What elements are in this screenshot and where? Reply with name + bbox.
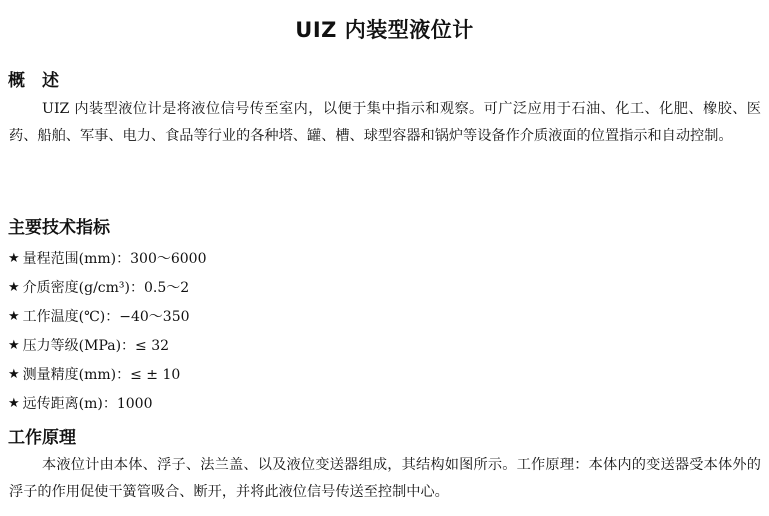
star-bullet-icon: ★ [8,337,20,353]
spec-text: 测量精度(mm)：≤ ± 10 [22,366,181,383]
spec-item-distance [8,389,206,418]
overview-paragraph: UIZ 内装型液位计是将液位信号传至室内，以便于集中指示和观察。可广泛应用于石油、化工、化肥、橡胶、医药、船舶、军事、电力、食品等行业的各种塔、罐、槽、球型容器和锅炉等设备作介质液面的位置指示和自动控制。 [9,101,761,144]
spec-text: 远传距离(m)：1000 [22,395,153,412]
principle-paragraph: 本液位计由本体、浮子、法兰盖、以及液位变送器组成，其结构如图所示。工作原理：本体内的变送器受本体外的浮子的作用促使干簧管吸合、断开，并将此液位信号传送至控制中心。 [9,457,761,500]
star-bullet-icon: ★ [8,366,20,382]
spec-text: 量程范围(mm)：300～6000 [22,250,207,267]
star-bullet-icon: ★ [8,279,20,295]
star-bullet-icon: ★ [8,308,20,324]
star-bullet-icon: ★ [8,395,20,411]
spec-item-density [8,273,206,302]
spec-item-temperature [8,302,206,331]
spec-text: 介质密度(g/cm³)：0.5～2 [22,279,190,296]
specs-heading: 主要技术指标 [8,218,110,238]
spec-item-pressure [8,331,206,360]
specs-list [8,244,206,418]
overview-heading: 概 述 [8,71,59,91]
spec-item-range [8,244,206,273]
spec-text: 工作温度(℃)：−40～350 [22,308,190,325]
spec-item-accuracy [8,360,206,389]
principle-heading: 工作原理 [8,428,76,448]
star-bullet-icon: ★ [8,250,20,266]
page-title: UIZ 内装型液位计 [295,18,474,42]
spec-text: 压力等级(MPa)：≤ 32 [22,337,170,354]
